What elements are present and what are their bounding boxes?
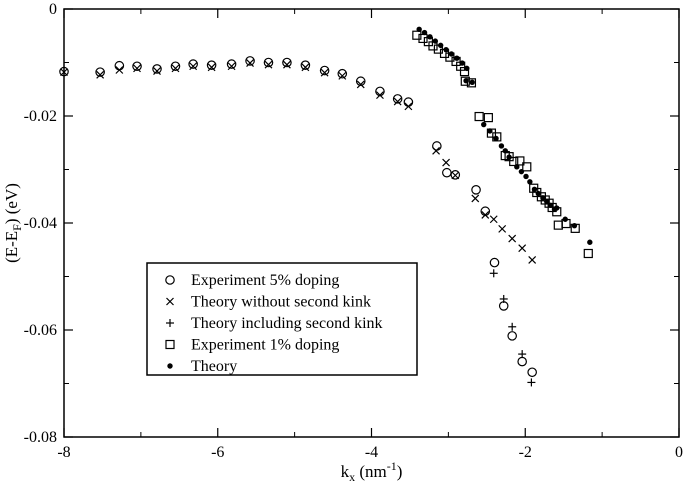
- data-point-circle: [490, 258, 498, 266]
- data-point-circle: [528, 368, 536, 376]
- legend-marker-square: [166, 341, 174, 349]
- data-point-circle: [500, 302, 508, 310]
- data-point-dot: [487, 128, 492, 133]
- data-point-dot: [506, 154, 511, 159]
- legend-label: Experiment 5% doping: [191, 272, 340, 289]
- x-tick-label: -8: [57, 444, 71, 461]
- data-point-dot: [503, 148, 508, 153]
- data-point-dot: [519, 169, 524, 174]
- legend-label: Theory: [191, 358, 238, 375]
- data-point-dot: [443, 47, 448, 52]
- data-point-dot: [464, 66, 469, 71]
- y-axis-label: $(E-E_F)$ (eV): [2, 183, 24, 263]
- data-point-dot: [563, 217, 568, 222]
- data-point-dot: [438, 43, 443, 48]
- data-point-circle: [404, 98, 412, 106]
- data-point-square: [484, 114, 492, 122]
- legend-marker-circle: [166, 276, 174, 284]
- data-point-dot: [536, 191, 541, 196]
- data-point-dot: [527, 179, 532, 184]
- data-point-dot: [532, 187, 537, 192]
- data-point-dot: [422, 30, 427, 35]
- data-point-dot: [572, 223, 577, 228]
- x-tick-label: 0: [675, 444, 683, 461]
- data-point-circle: [472, 186, 480, 194]
- data-point-dot: [416, 27, 421, 32]
- y-tick-label: -0.04: [23, 215, 57, 232]
- data-point-dot: [554, 205, 559, 210]
- legend-marker-dot: [167, 363, 172, 368]
- legend-label: Experiment 1% doping: [191, 336, 340, 354]
- x-tick-label: -2: [518, 444, 532, 461]
- data-point-dot: [460, 60, 465, 65]
- x-axis-label: $k_x$ $(nm^{-1})$: [340, 459, 403, 484]
- data-point-dot: [514, 164, 519, 169]
- x-tick-label: -6: [211, 444, 225, 461]
- data-point-dot: [463, 78, 468, 83]
- x-tick-label: -4: [364, 444, 379, 461]
- data-point-circle: [115, 62, 123, 70]
- y-tick-label: 0: [49, 1, 57, 18]
- data-point-dot: [433, 38, 438, 43]
- data-point-dot: [454, 56, 459, 61]
- data-point-square: [413, 31, 421, 39]
- legend-label: Theory including second kink: [191, 315, 383, 332]
- data-point-square: [584, 249, 592, 257]
- data-point-square: [419, 34, 427, 42]
- data-point-dot: [470, 80, 475, 85]
- data-point-circle: [443, 169, 451, 177]
- data-point-circle: [518, 357, 526, 365]
- y-tick-label: -0.02: [23, 108, 57, 125]
- data-point-dot: [587, 240, 592, 245]
- data-point-square: [475, 113, 483, 121]
- data-point-dot: [499, 143, 504, 148]
- legend-label: Theory without second kink: [191, 293, 371, 311]
- y-tick-label: -0.08: [23, 429, 57, 446]
- data-point-dot: [493, 136, 498, 141]
- data-point-dot: [427, 34, 432, 39]
- data-point-circle: [508, 332, 516, 340]
- data-point-dot: [481, 122, 486, 127]
- data-point-square: [554, 221, 562, 229]
- data-point-dot: [449, 51, 454, 56]
- y-tick-label: -0.06: [23, 322, 57, 339]
- data-point-dot: [523, 174, 528, 179]
